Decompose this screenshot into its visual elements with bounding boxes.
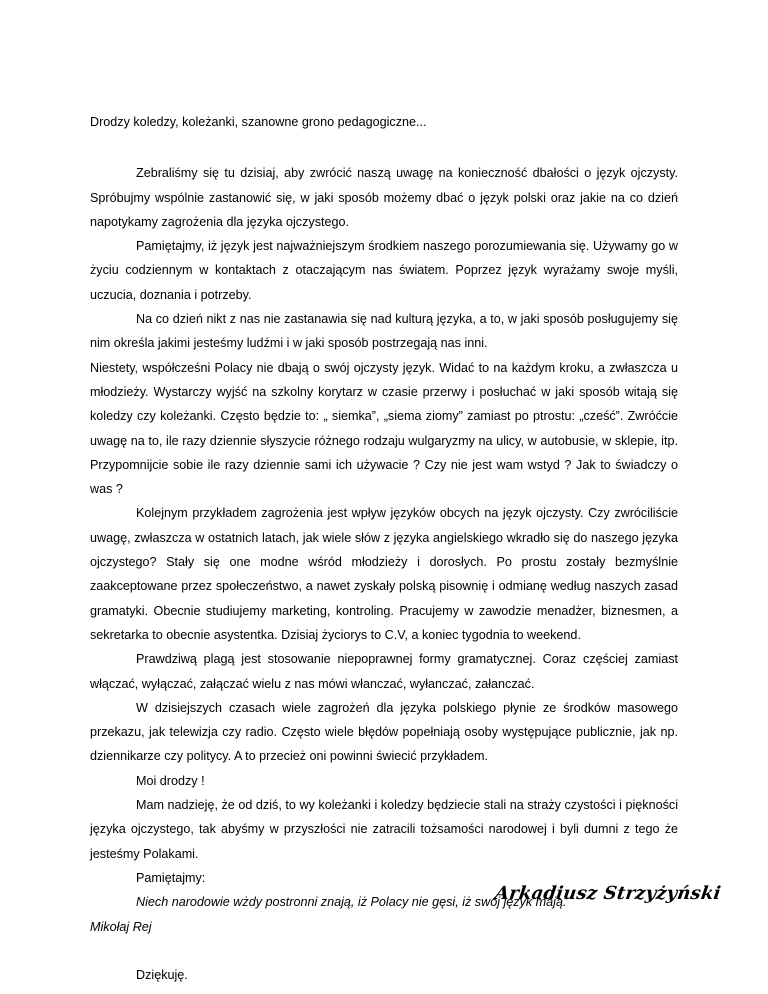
paragraph-youth-slang: Niestety, współcześni Polacy nie dbają o swój ojczysty język. Widać to na każdym kroku, a zwłaszcza u młodzieży. Wystarczy wyjść na szkolny korytarz w czasie przerwy i posłuchać w jaki sposób witają się koledzy czy koleżanki. Często będzie to: „ siemka”, „siema ziomy” zamiast po ptrostu: „cześć”. Zwróćcie uwagę na to, ile razy dziennie słyszycie różnego rodzaju wulgaryzmy na ulicy, w autobusie, w sklepie, itp. Przypomnijcie sobie ile razy dziennie sami ich używacie ? Czy nie jest wam wstyd ? Jak to świadczy o was ? <box>90 360 678 497</box>
paragraph-foreign-influence: Kolejnym przykładem zagrożenia jest wpływ języków obcych na język ojczysty. Czy zwróciliście uwagę, zwłaszcza w ostatnich latach, jak wiele słów z języka angielskiego wkradło się do naszego języka ojczystego? Stały się one modne wśród młodzieży i dorosłych. Po prostu zostały bezmyślnie zaakceptowane przez społeczeństwo, a nawet zyskały polską pisownię i odmianę według naszych zasad gramatyki. Obecnie studiujemy marketing, kontroling. Pracujemy w zawodzie menadżer, biznesmen, a sekretarka to obecnie asystentka. Dzisiaj życiorys to C.V, a koniec tygodnia to weekend. <box>90 506 678 642</box>
paragraph-address: Moi drodzy ! <box>136 773 205 788</box>
paragraph-mass-media: W dzisiejszych czasach wiele zagrożeń dla języka polskiego płynie ze środków masowego przekazu, jak telewizja czy radio. Często wiele błędów popełniają osoby występujące publicznie, jak np. dziennikarze czy politycy. A to przecież oni powinni świecić przykładem. <box>90 700 678 764</box>
quote-text: Niech narodowie wżdy postronni znają, iż Polacy nie gęsi, iż swój język mają. <box>136 895 567 910</box>
paragraph-hope: Mam nadzieję, że od dziś, to wy koleżanki i koledzy będziecie stali na straży czystości i piękności języka ojczystego, tak abyśmy w przyszłości nie zatracili tożsamości narodowej i byli dumni z tego że jesteśmy Polakami. <box>90 798 678 861</box>
spacer <box>90 939 678 963</box>
paragraph-language-importance: Pamiętajmy, iż język jest najważniejszym środkiem naszego porozumiewania się. Używamy go w życiu codziennym w kontaktach z otaczającym nas światem. Poprzez język wyrażamy swoje myśli, uczucia, doznania i potrzeby. <box>90 239 678 302</box>
paragraph-language-culture: Na co dzień nikt z nas nie zastanawia się nad kulturą języka, a to, w jaki sposób posługujemy się nim określa jakimi jesteśmy ludźmi i w jaki sposób postrzegają nas inni. <box>90 312 678 351</box>
paragraph-remember: Pamiętajmy: <box>136 870 206 885</box>
thanks-line: Dziękuję. <box>136 967 188 982</box>
quote-author: Mikołaj Rej <box>90 919 152 934</box>
signature: Arkadiusz Strzyżyński <box>493 883 723 904</box>
greeting-line: Drodzy koledzy, koleżanki, szanowne grono pedagogiczne... <box>90 115 427 129</box>
letter-body <box>90 110 678 987</box>
paragraph-grammar-errors: Prawdziwą plagą jest stosowanie niepoprawnej formy gramatycznej. Coraz częściej zamiast włączać, wyłączać, załączać wielu z nas mówi włanczać, wyłanczać, załanczać. <box>90 652 678 691</box>
paragraph-intro: Zebraliśmy się tu dzisiaj, aby zwrócić naszą uwagę na konieczność dbałości o język ojczysty. Spróbujmy wspólnie zastanowić się, w jaki sposób możemy dbać o język polski oraz jakie na co dzień napotykamy zagrożenia dla języka ojczystego. <box>90 166 678 229</box>
